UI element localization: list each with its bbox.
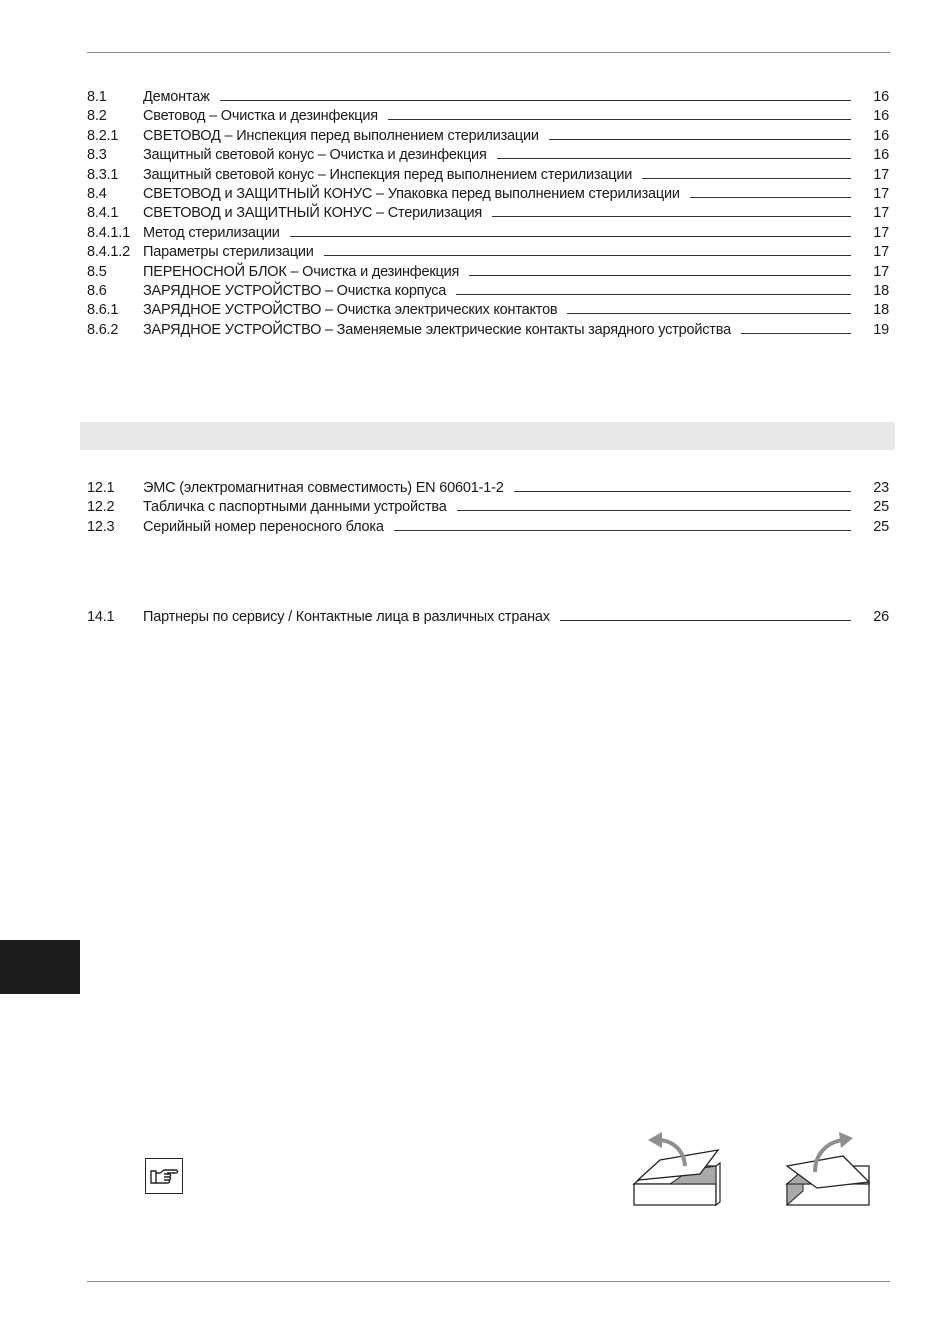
toc-entry-number: 8.3 <box>87 147 107 164</box>
toc-entry-page: 23 <box>873 480 889 496</box>
toc-entry-number: 12.3 <box>87 518 115 535</box>
toc-entry-number: 14.1 <box>87 609 115 625</box>
toc-entry-number: 8.6.2 <box>87 321 119 338</box>
toc-entry-page: 18 <box>873 282 889 299</box>
toc-entry-number: 8.4.1.1 <box>87 224 130 241</box>
toc-entry[interactable] <box>87 479 889 498</box>
toc-dot-leader <box>290 224 851 237</box>
toc-dot-leader <box>220 88 851 101</box>
toc-entry[interactable] <box>87 518 889 537</box>
toc-entry-page: 25 <box>873 499 889 516</box>
toc-entry[interactable] <box>87 301 889 320</box>
toc-entry-page: 16 <box>873 89 889 105</box>
toc-entry-title: СВЕТОВОД и ЗАЩИТНЫЙ КОНУС – Упаковка перед выполнением стерилизации <box>143 185 680 202</box>
toc-entry[interactable] <box>87 498 889 517</box>
toc-entry-number: 8.4.1.2 <box>87 244 130 261</box>
toc-dot-leader <box>642 166 851 179</box>
box-open-left-icon <box>630 1130 725 1210</box>
toc-entry-number: 12.2 <box>87 499 115 516</box>
toc-entry[interactable] <box>87 224 889 243</box>
toc-entry-title: ЗАРЯДНОЕ УСТРОЙСТВО – Очистка корпуса <box>143 282 447 299</box>
toc-entry-page: 16 <box>873 127 889 144</box>
toc-entry-title: ЗАРЯДНОЕ УСТРОЙСТВО – Заменяемые электрические контакты зарядного устройства <box>143 321 731 338</box>
toc-dot-leader <box>690 185 851 198</box>
toc-entry-title: ЭМС (электромагнитная совместимость) EN 60601-1-2 <box>143 480 504 496</box>
toc-entry[interactable] <box>87 166 889 185</box>
toc-entry-number: 8.3.1 <box>87 166 119 183</box>
toc-entry[interactable] <box>87 185 889 204</box>
toc-entry-page: 19 <box>873 321 889 338</box>
toc-entry-title: Защитный световой конус – Инспекция перед выполнением стерилизации <box>143 166 633 183</box>
toc-entry-page: 17 <box>873 185 889 202</box>
toc-entry-title: Партнеры по сервису / Контактные лица в различных странах <box>143 609 550 625</box>
toc-list-section-12 <box>87 479 889 537</box>
toc-entry-number: 8.4.1 <box>87 205 119 222</box>
toc-entry[interactable] <box>87 88 889 107</box>
toc-dot-leader <box>469 263 851 276</box>
toc-list-section-14 <box>87 608 889 627</box>
toc-entry[interactable] <box>87 263 889 282</box>
toc-entry-title: Серийный номер переносного блока <box>143 518 384 535</box>
toc-dot-leader <box>497 146 851 159</box>
toc-entry-page: 17 <box>873 224 889 241</box>
toc-entry-page: 17 <box>873 166 889 183</box>
toc-entry-page: 17 <box>873 263 889 280</box>
toc-entry[interactable] <box>87 146 889 165</box>
toc-dot-leader <box>560 608 851 621</box>
toc-entry-number: 8.5 <box>87 263 107 280</box>
toc-dot-leader <box>388 107 851 120</box>
bottom-rule <box>87 1281 890 1282</box>
toc-entry[interactable] <box>87 608 889 627</box>
box-open-right-icon <box>783 1130 873 1210</box>
toc-dot-leader <box>394 518 851 531</box>
toc-entry[interactable] <box>87 204 889 223</box>
toc-entry[interactable] <box>87 243 889 262</box>
toc-entry-title: Световод – Очистка и дезинфекция <box>143 108 378 125</box>
toc-entry-title: Табличка с паспортными данными устройства <box>143 499 447 516</box>
toc-entry-page: 18 <box>873 302 889 319</box>
toc-entry[interactable] <box>87 282 889 301</box>
toc-entry-page: 17 <box>873 244 889 261</box>
toc-entry-number: 8.2 <box>87 108 107 125</box>
toc-entry-title: ПЕРЕНОСНОЙ БЛОК – Очистка и дезинфекция <box>143 263 460 280</box>
toc-entry[interactable] <box>87 127 889 146</box>
toc-entry-title: Метод стерилизации <box>143 224 280 241</box>
toc-entry-title: Параметры стерилизации <box>143 244 314 261</box>
top-rule <box>87 52 890 53</box>
toc-dot-leader <box>324 243 851 256</box>
toc-entry-page: 16 <box>873 108 889 125</box>
toc-entry-title: ЗАРЯДНОЕ УСТРОЙСТВО – Очистка электрических контактов <box>143 302 558 319</box>
toc-entry-title: Защитный световой конус – Очистка и дезинфекция <box>143 147 487 164</box>
toc-entry[interactable] <box>87 107 889 126</box>
toc-entry-number: 12.1 <box>87 480 115 496</box>
toc-entry-number: 8.6 <box>87 282 107 299</box>
toc-dot-leader <box>457 498 851 511</box>
toc-entry[interactable] <box>87 321 889 340</box>
toc-entry-page: 17 <box>873 205 889 222</box>
toc-dot-leader <box>741 321 851 334</box>
toc-list-section-8 <box>87 88 889 340</box>
chapter-side-tab <box>0 940 80 994</box>
toc-dot-leader <box>492 204 851 217</box>
toc-entry-number: 8.1 <box>87 89 107 105</box>
toc-entry-title: СВЕТОВОД – Инспекция перед выполнением стерилизации <box>143 127 539 144</box>
toc-entry-number: 8.4 <box>87 185 107 202</box>
toc-dot-leader <box>514 479 851 492</box>
toc-entry-page: 16 <box>873 147 889 164</box>
toc-entry-title: Демонтаж <box>143 89 210 105</box>
section-header-band <box>80 422 895 450</box>
toc-entry-title: СВЕТОВОД и ЗАЩИТНЫЙ КОНУС – Стерилизация <box>143 205 483 222</box>
toc-dot-leader <box>567 301 851 314</box>
toc-entry-number: 8.6.1 <box>87 302 119 319</box>
pointing-hand-icon <box>145 1158 183 1194</box>
toc-entry-page: 25 <box>873 518 889 535</box>
toc-dot-leader <box>549 127 851 140</box>
toc-entry-number: 8.2.1 <box>87 127 119 144</box>
toc-entry-page: 26 <box>873 609 889 625</box>
toc-dot-leader <box>456 282 851 295</box>
